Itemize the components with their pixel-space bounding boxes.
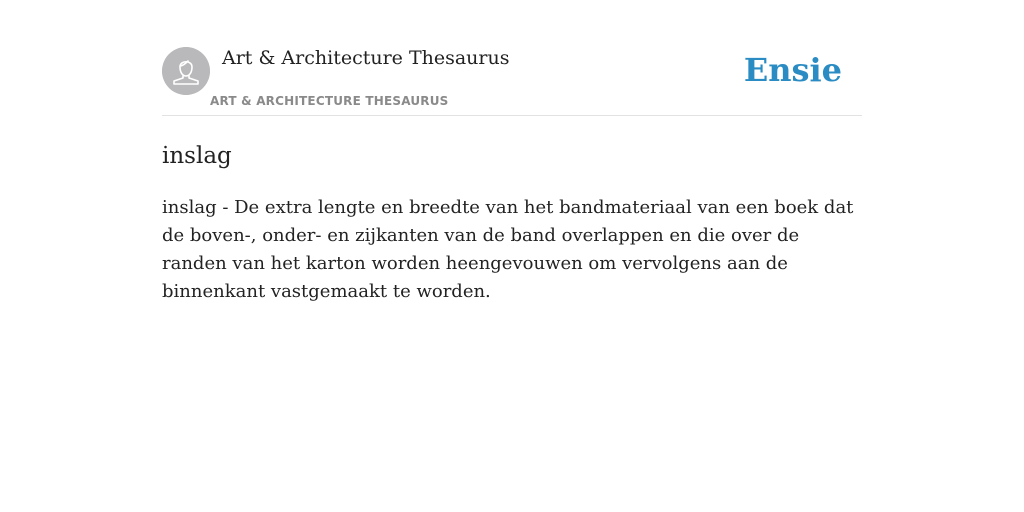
author-avatar[interactable] (162, 47, 210, 95)
author-caption: ART & ARCHITECTURE THESAURUS (210, 94, 449, 108)
page-content (162, 0, 862, 306)
entry-definition: inslag - De extra lengte en breedte van het bandmateriaal van een boek dat de boven-, onder- en zijkanten van de band overlappen en die over de randen van het karton worden heengevouwen om vervolgens aan de binnenkant vastgemaakt te worden. (162, 197, 854, 302)
author-name[interactable]: Art & Architecture Thesaurus (222, 47, 510, 69)
user-avatar-icon (162, 47, 210, 95)
entry-term: inslag (162, 143, 232, 169)
ensie-logo[interactable]: Ensie (743, 51, 842, 89)
header (162, 0, 862, 116)
